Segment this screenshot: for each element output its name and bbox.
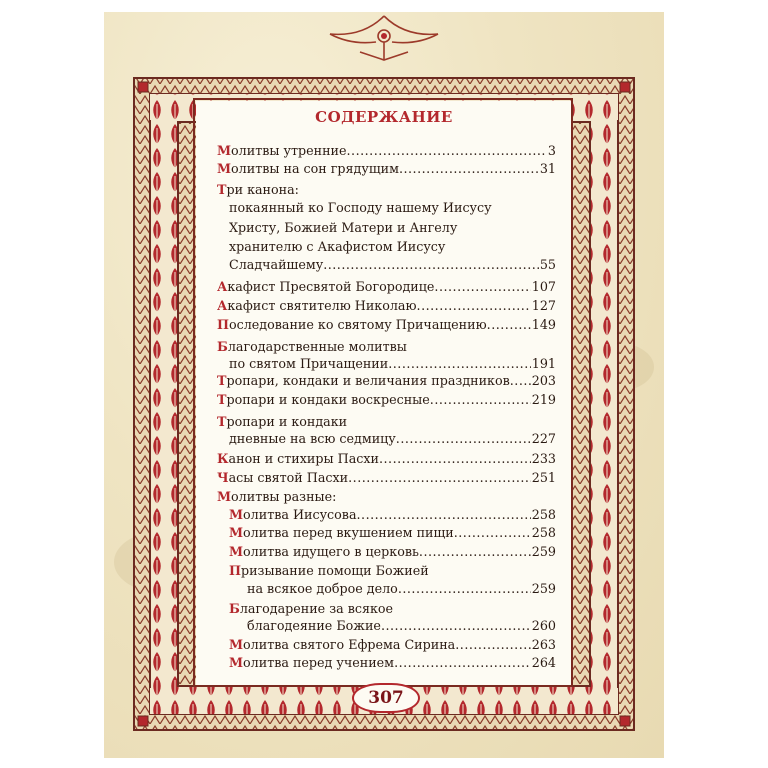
toc-leader-dots — [347, 143, 547, 158]
toc-leader-dots — [510, 373, 531, 388]
toc-entry-page: 233 — [531, 451, 556, 466]
toc-entry-title: Три канона: — [217, 182, 299, 197]
toc-entry-title: Благодарственные молитвы — [217, 339, 407, 354]
toc-entry-title: Молитва перед учением — [229, 655, 395, 670]
toc-entry-page: 251 — [531, 470, 556, 485]
toc-leader-dots — [399, 161, 539, 176]
toc-entry-title: Молитва идущего в церковь — [229, 544, 419, 559]
toc-entry — [229, 431, 556, 449]
toc-leader-dots — [430, 392, 531, 407]
toc-entry — [217, 392, 556, 410]
toc-entry-title: Акафист святителю Николаю — [217, 298, 417, 313]
toc-entry-page: 107 — [531, 279, 556, 294]
toc-entry — [229, 525, 556, 543]
toc-entry-title: благодеяние Божие — [247, 618, 381, 633]
toc-entry — [217, 414, 347, 432]
toc-leader-dots — [348, 470, 531, 485]
toc-entry-title: Канон и стихиры Пасхи — [217, 451, 379, 466]
toc-entry — [229, 655, 556, 673]
toc-entry-title: дневные на всю седмицу — [229, 431, 396, 446]
toc-entry-title: Молитва Иисусова — [229, 507, 357, 522]
toc-entry — [229, 563, 429, 581]
toc-leader-dots — [417, 298, 531, 313]
toc-entry-page: 260 — [531, 618, 556, 633]
top-ornament-icon — [0, 12, 768, 64]
toc-entry — [217, 161, 556, 179]
toc-entry-title: Молитвы разные: — [217, 489, 337, 504]
toc-entry-page: 258 — [531, 525, 556, 540]
toc-entry-page: 55 — [539, 257, 556, 272]
toc-leader-dots — [388, 356, 531, 371]
toc-entry — [217, 470, 556, 488]
toc-entry-page: 264 — [531, 655, 556, 670]
toc-entry-title: Тропари и кондаки — [217, 414, 348, 429]
toc-entry — [229, 239, 445, 257]
toc-entry — [217, 279, 556, 297]
toc-entry-page: 3 — [547, 143, 556, 158]
toc-entry-page: 149 — [531, 317, 556, 332]
toc-entry-title: Молитва перед вкушением пищи — [229, 525, 454, 540]
toc-leader-dots — [455, 637, 531, 652]
contents-title: СОДЕРЖАНИЕ — [315, 108, 453, 126]
toc-entry-title: Акафист Пресвятой Богородице — [217, 279, 435, 294]
toc-entry — [217, 489, 336, 507]
toc-entry — [229, 544, 556, 562]
toc-entry — [217, 451, 556, 469]
toc-entry-title: Часы святой Пасхи — [217, 470, 349, 485]
toc-entry-title: Молитвы на сон грядущим — [217, 161, 399, 176]
toc-entry-page: 263 — [531, 637, 556, 652]
toc-entry — [247, 581, 556, 599]
toc-leader-dots — [454, 525, 531, 540]
toc-leader-dots — [434, 279, 530, 294]
toc-entry — [217, 182, 299, 200]
toc-entry-title: покаянный ко Господу нашему Иисусу — [229, 200, 492, 215]
toc-leader-dots — [398, 581, 531, 596]
toc-leader-dots — [394, 655, 531, 670]
toc-entry-title: хранителю с Акафистом Иисусу — [229, 239, 446, 254]
toc-entry-title: на всякое доброе дело — [247, 581, 398, 596]
toc-entry-title: Тропари и кондаки воскресные — [217, 392, 430, 407]
toc-entry-title: Молитва святого Ефрема Сирина — [229, 637, 456, 652]
toc-entry — [229, 220, 457, 238]
toc-entry — [229, 356, 556, 374]
toc-leader-dots — [379, 451, 531, 466]
toc-entry-title: Молитвы утренние — [217, 143, 347, 158]
toc-leader-dots — [323, 257, 539, 272]
toc-entry — [217, 373, 556, 391]
toc-leader-dots — [381, 618, 531, 633]
toc-entry-page: 227 — [531, 431, 556, 446]
toc-leader-dots — [396, 431, 531, 446]
toc-entry — [229, 601, 393, 619]
toc-entry — [229, 637, 556, 655]
toc-entry — [229, 507, 556, 525]
toc-entry-title: Призывание помощи Божией — [229, 563, 429, 578]
toc-leader-dots — [419, 544, 531, 559]
toc-entry-title: Христу, Божией Матери и Ангелу — [229, 220, 458, 235]
page-number: 307 — [352, 683, 420, 713]
toc-entry-page: 203 — [531, 373, 556, 388]
toc-entry-title: Последование ко святому Причащению — [217, 317, 487, 332]
toc-entry — [217, 298, 556, 316]
toc-leader-dots — [357, 507, 531, 522]
toc-entry-page: 31 — [539, 161, 556, 176]
toc-entry — [217, 317, 556, 335]
toc-entry — [229, 200, 492, 218]
toc-leader-dots — [487, 317, 531, 332]
toc-entry-title: Сладчайшему — [229, 257, 324, 272]
toc-entry-page: 191 — [531, 356, 556, 371]
toc-entry-title: Тропари, кондаки и величания праздников — [217, 373, 510, 388]
toc-entry-page: 259 — [531, 544, 556, 559]
toc-entry-title: по святом Причащении — [229, 356, 389, 371]
toc-entry-title: Благодарение за всякое — [229, 601, 394, 616]
toc-entry — [217, 339, 407, 357]
toc-entry-page: 219 — [531, 392, 556, 407]
toc-entry-page: 127 — [531, 298, 556, 313]
toc-entry — [247, 618, 556, 636]
toc-entry — [229, 257, 556, 275]
toc-entry-page: 259 — [531, 581, 556, 596]
toc-entry-page: 258 — [531, 507, 556, 522]
toc-entry — [217, 143, 556, 161]
